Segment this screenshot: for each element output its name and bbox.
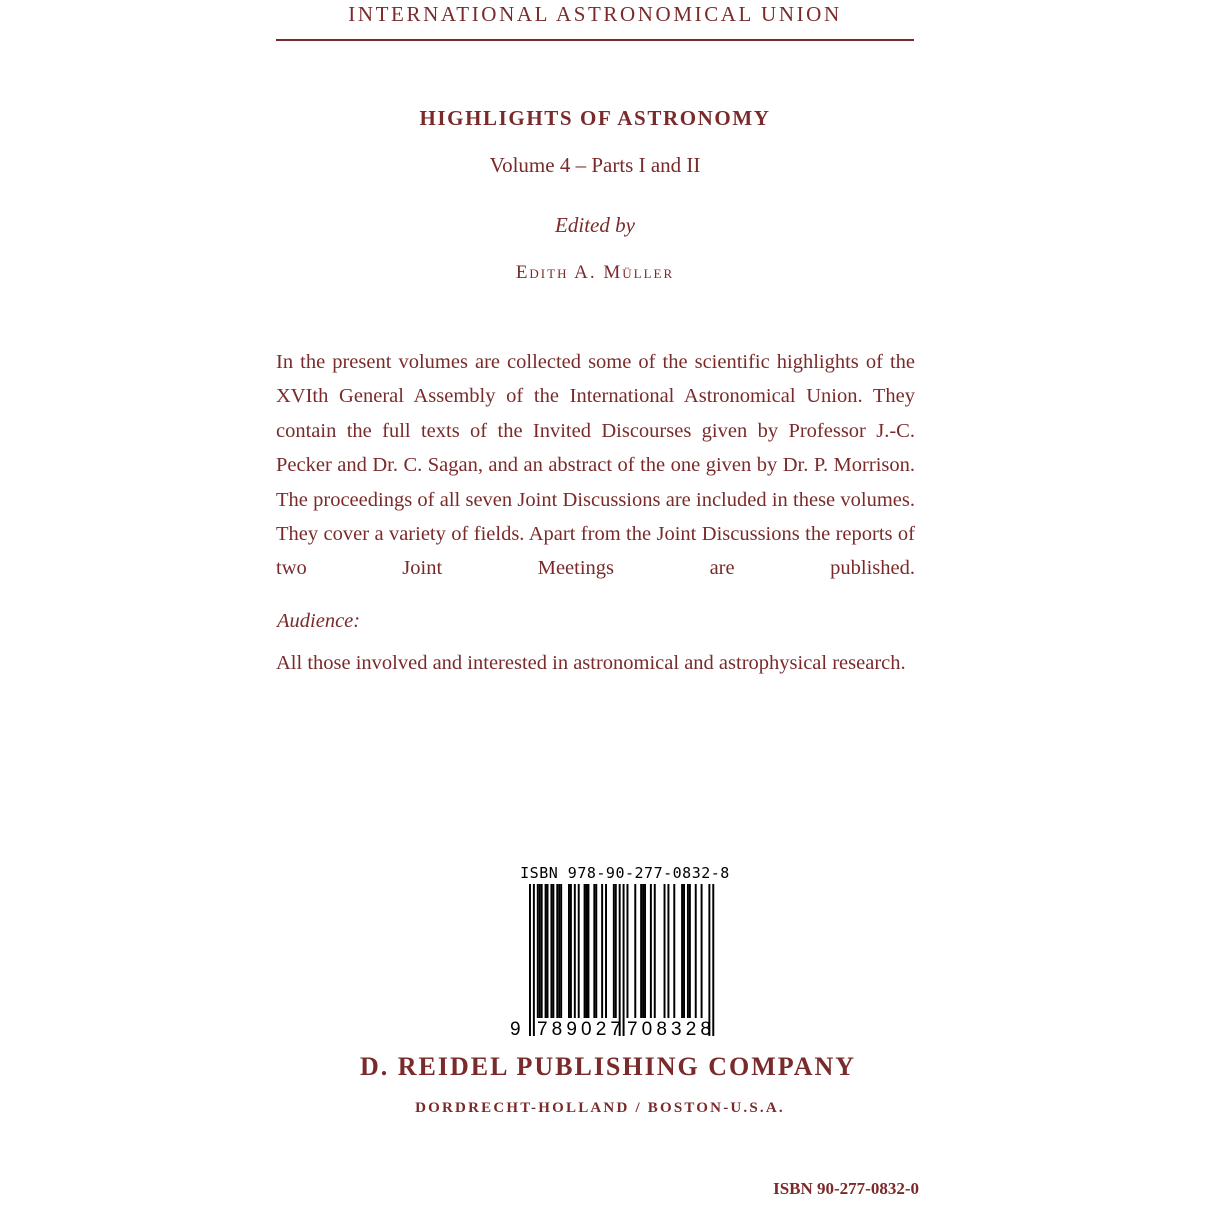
header-divider (276, 39, 914, 41)
barcode-bar (667, 884, 669, 1018)
barcode-bar (541, 884, 543, 1018)
barcode-bar (689, 884, 691, 1018)
barcode-bar (547, 884, 549, 1018)
volume-label: Volume 4 – Parts I and II (489, 153, 701, 177)
barcode-bar (529, 884, 531, 1036)
barcode-bar (650, 884, 652, 1018)
barcode-bar (545, 884, 547, 1018)
barcode-bar (613, 884, 615, 1018)
barcode-bar (644, 884, 646, 1018)
barcode-bar (605, 884, 607, 1018)
book-title: HIGHLIGHTS OF ASTRONOMY (419, 106, 771, 130)
audience-label: Audience: (277, 610, 361, 632)
barcode-right-digits: 708328 (627, 1019, 711, 1040)
publisher-cities: DORDRECHT-HOLLAND / BOSTON-U.S.A. (415, 1100, 785, 1116)
barcode-bar (640, 884, 642, 1018)
footer-isbn: ISBN 90-277-0832-0 (773, 1179, 919, 1198)
barcode-bar (673, 884, 675, 1018)
barcode-bar (558, 884, 560, 1018)
barcode-bar (708, 884, 710, 1036)
editor-name: Edith A. Müller (515, 262, 675, 283)
barcode-bar (588, 884, 590, 1018)
barcode-bar (619, 884, 621, 1036)
edited-by-label: Edited by (555, 213, 635, 237)
barcode-bar (586, 884, 588, 1018)
barcode-bar (615, 884, 617, 1018)
barcode-bar (570, 884, 572, 1018)
barcode-bar (627, 884, 629, 1018)
barcode-bar (654, 884, 656, 1018)
barcode-bar (574, 884, 576, 1018)
series-title: INTERNATIONAL ASTRONOMICAL UNION (348, 2, 842, 26)
barcode-bar (712, 884, 714, 1036)
barcode-bar (642, 884, 644, 1018)
barcode-bar (552, 884, 554, 1018)
barcode-bar (681, 884, 683, 1018)
barcode-bar (695, 884, 697, 1018)
barcode-bar (537, 884, 539, 1018)
barcode (505, 864, 745, 1044)
barcode-bar (634, 884, 636, 1018)
description-paragraph: In the present volumes are collected some of the scientific highlights of the XVIth General Assembly of the International Astronomical Union. They contain the full texts of the Invited Discourses given by Professor J.-C. Pecker and Dr. C. Sagan, and an abstract of the one given by Dr. P. Morrison. The proceedings of all seven Joint Discussions are included in these volumes. They cover a variety of fields. Apart from the Joint Discussions the reports of two Joint Meetings are published. (276, 351, 915, 580)
barcode-bar (556, 884, 558, 1018)
barcode-bar (623, 884, 625, 1036)
barcode-bar (539, 884, 541, 1018)
barcode-first-digit: 9 (510, 1019, 521, 1040)
barcode-bar (584, 884, 586, 1018)
barcode-bar (568, 884, 570, 1018)
publisher-name: D. REIDEL PUBLISHING COMPANY (359, 1052, 857, 1081)
barcode-bars (505, 884, 745, 1044)
barcode-bar (701, 884, 703, 1018)
barcode-bar (578, 884, 580, 1018)
barcode-bar (533, 884, 535, 1036)
barcode-bar (550, 884, 552, 1018)
barcode-bar (560, 884, 562, 1018)
barcode-bar (601, 884, 603, 1018)
barcode-bar (595, 884, 597, 1018)
barcode-left-digits: 789027 (537, 1019, 621, 1040)
barcode-bar (664, 884, 666, 1018)
barcode-bar (593, 884, 595, 1018)
barcode-bar (683, 884, 685, 1018)
audience-text: All those involved and interested in astronomical and astrophysical research. (276, 652, 906, 674)
barcode-bar (687, 884, 689, 1018)
barcode-isbn-label: ISBN 978-90-277-0832-8 (520, 864, 730, 882)
